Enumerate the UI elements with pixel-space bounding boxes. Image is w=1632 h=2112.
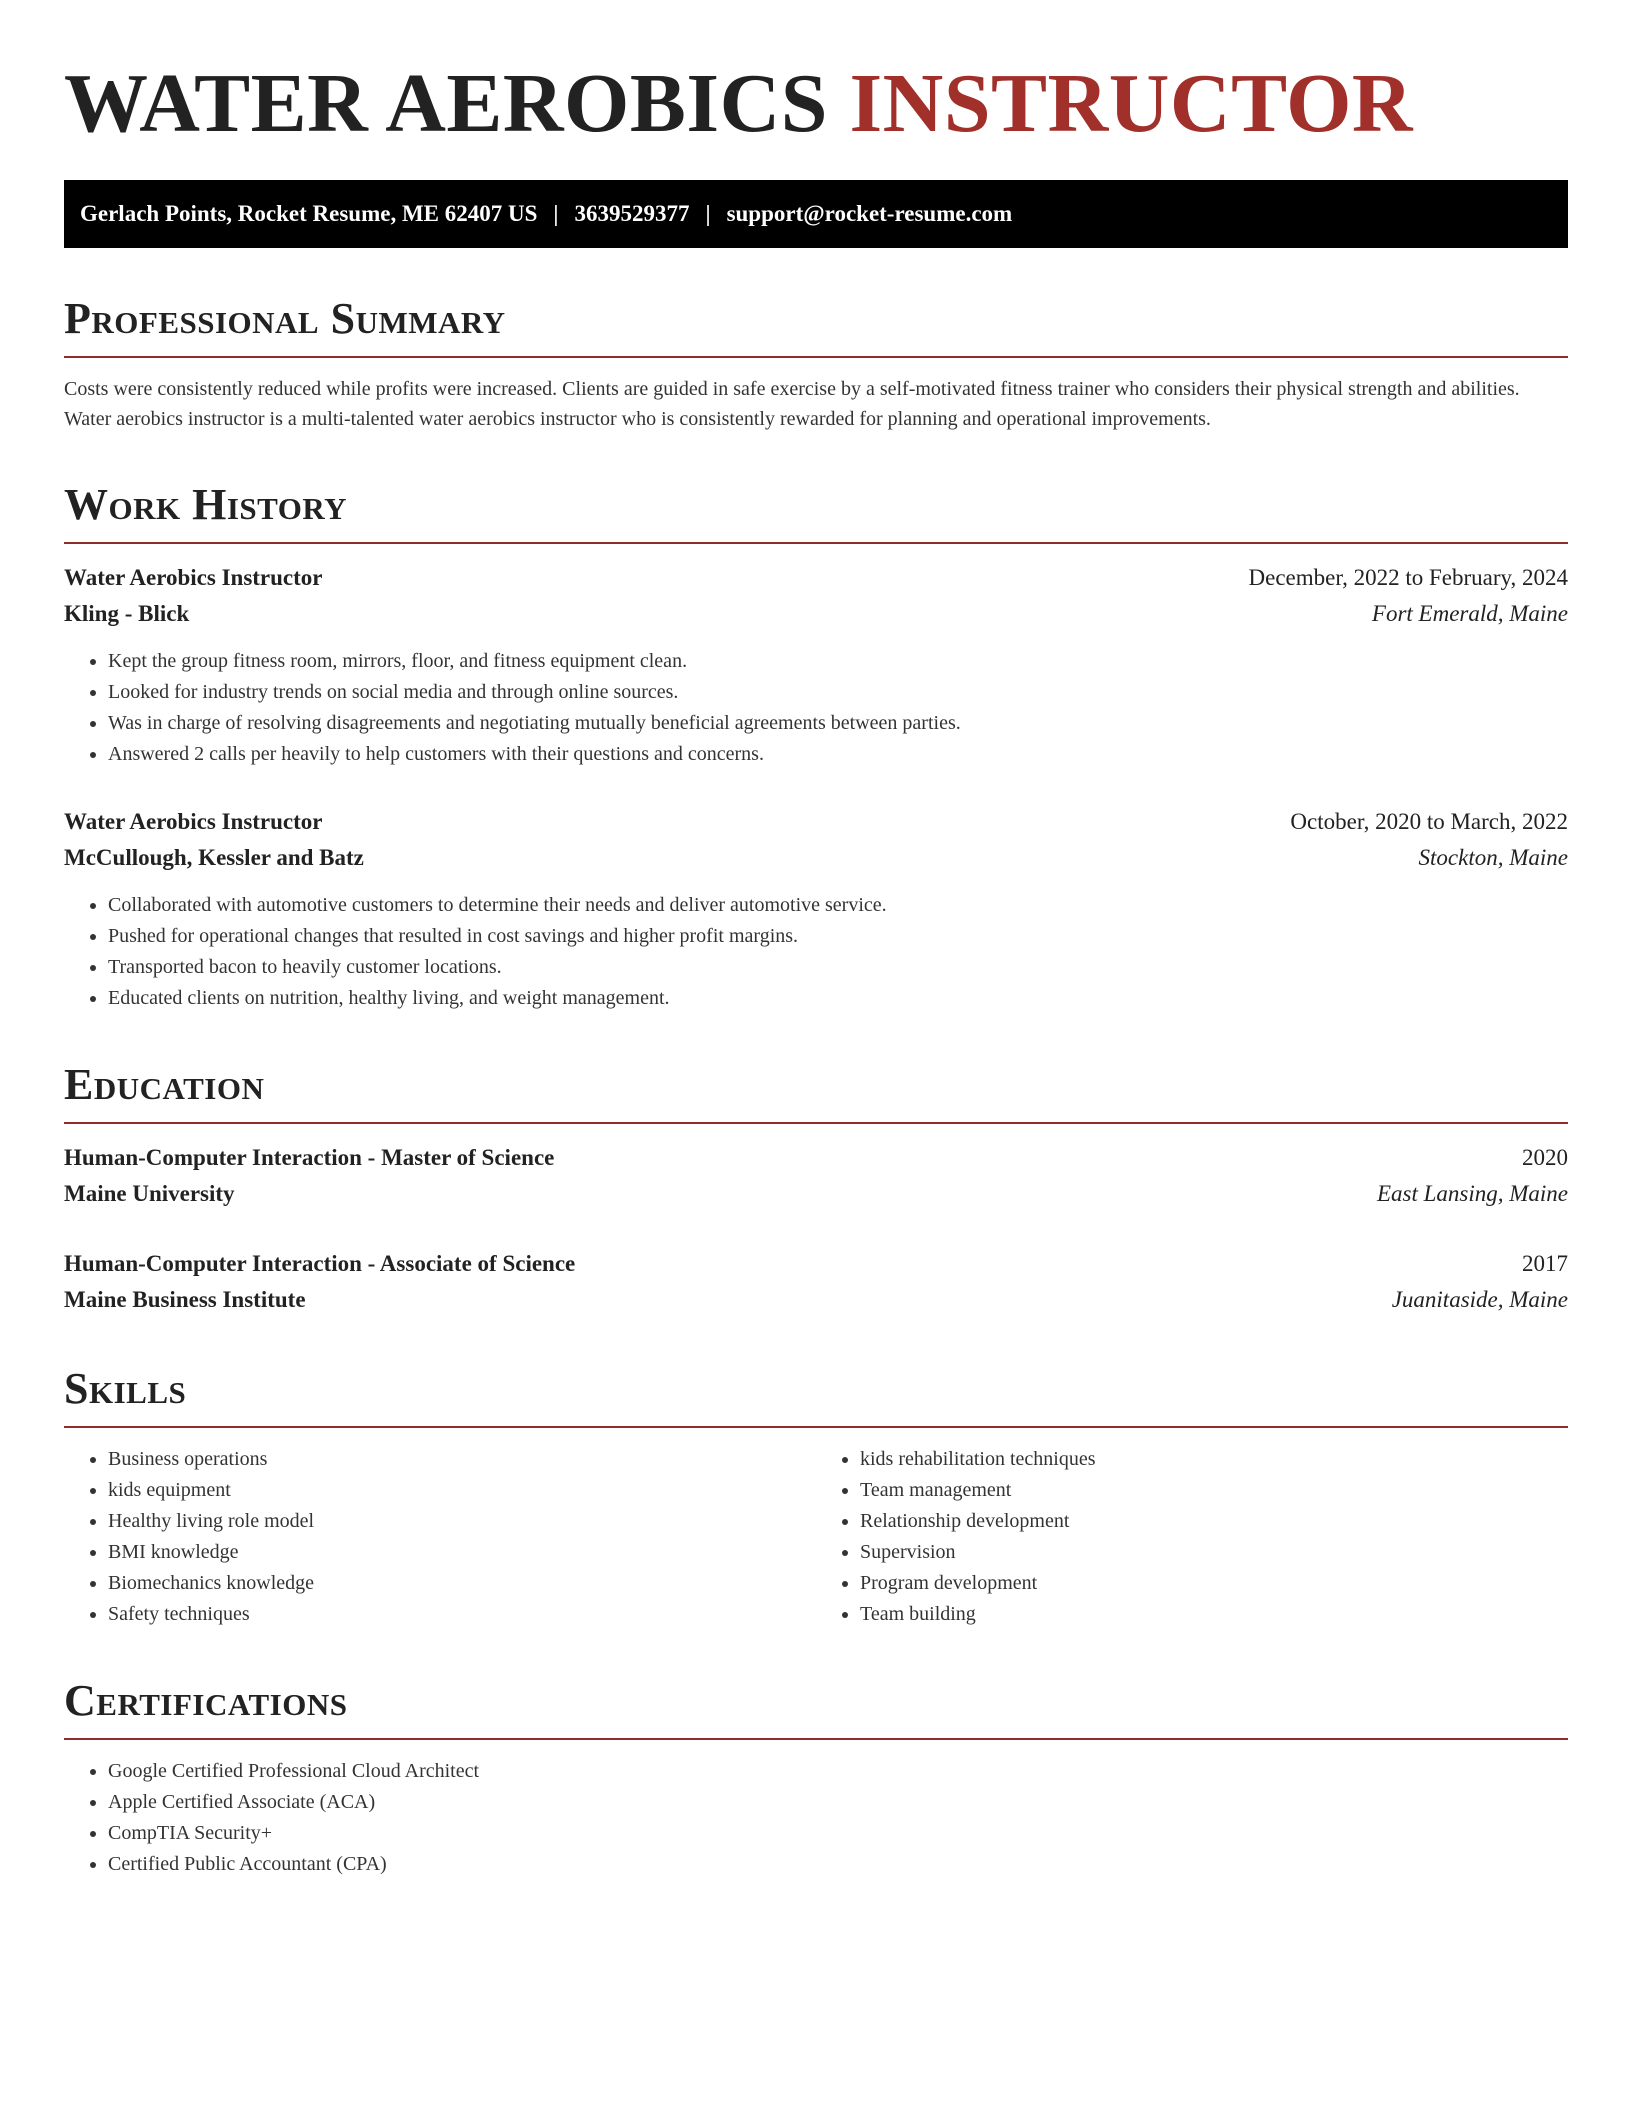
summary-section: [64, 292, 1568, 434]
resume-name: [64, 56, 1568, 152]
skills-column-left: [64, 1444, 816, 1630]
list-item: • Kept the group fitness room, mirrors, floor, and fitness equipment clean.: [108, 646, 1568, 677]
list-item: • Program development: [860, 1568, 1568, 1599]
list-item: • Educated clients on nutrition, healthy living, and weight management.: [108, 983, 1568, 1014]
education-entry: [64, 1140, 1568, 1212]
job-location: Fort Emerald, Maine: [1371, 601, 1568, 626]
list-item: • Apple Certified Associate (ACA): [108, 1787, 1568, 1818]
job-entry: [64, 560, 1568, 770]
section-divider: [64, 356, 1568, 358]
list-item: • Google Certified Professional Cloud Architect: [108, 1756, 1568, 1787]
job-bullets: [64, 646, 1568, 770]
section-divider: [64, 542, 1568, 544]
list-item: • Certified Public Accountant (CPA): [108, 1849, 1568, 1880]
education-school: Maine Business Institute: [64, 1287, 306, 1312]
education-entry: [64, 1246, 1568, 1318]
contact-separator: |: [553, 201, 559, 226]
contact-address: Gerlach Points, Rocket Resume, ME 62407 US: [80, 201, 538, 226]
section-title: Professional Summary: [64, 294, 506, 343]
job-company: Kling - Blick: [64, 601, 190, 626]
job-role: Water Aerobics Instructor: [64, 809, 323, 834]
section-divider: [64, 1738, 1568, 1740]
education-degree: Human-Computer Interaction - Master of Science: [64, 1145, 555, 1170]
list-item: • Answered 2 calls per heavily to help customers with their questions and concerns.: [108, 739, 1568, 770]
section-title: Skills: [64, 1364, 187, 1413]
list-item: • Team building: [860, 1599, 1568, 1630]
list-item: • Biomechanics knowledge: [108, 1568, 816, 1599]
list-item: • Business operations: [108, 1444, 816, 1475]
education-school: Maine University: [64, 1181, 235, 1206]
skills-column-right: [816, 1444, 1568, 1630]
name-title-part: WATER AEROBICS: [64, 57, 828, 150]
education-year: 2020: [1522, 1145, 1568, 1170]
list-item: • BMI knowledge: [108, 1537, 816, 1568]
section-divider: [64, 1426, 1568, 1428]
contact-bar: [64, 180, 1568, 248]
skills-grid: [64, 1444, 1568, 1630]
education-degree: Human-Computer Interaction - Associate of Science: [64, 1251, 576, 1276]
name-role-part: INSTRUCTOR: [849, 57, 1414, 150]
list-item: • CompTIA Security+: [108, 1818, 1568, 1849]
certifications-list: [64, 1756, 1568, 1880]
section-title: Certifications: [64, 1676, 348, 1725]
contact-email: support@rocket-resume.com: [726, 201, 1013, 226]
education-year: 2017: [1522, 1251, 1568, 1276]
job-entry: [64, 804, 1568, 1014]
list-item: • Transported bacon to heavily customer locations.: [108, 952, 1568, 983]
list-item: • kids equipment: [108, 1475, 816, 1506]
summary-text: Costs were consistently reduced while profits were increased. Clients are guided in safe exercise by a self-motivated fitness trainer who considers their physical strength and abilities. Water aerobics instructor is a multi-talented water aerobics instructor who is consistently rewarded for planning and operational improvements.: [64, 378, 1520, 430]
education-location: Juanitaside, Maine: [1391, 1287, 1568, 1312]
list-item: • Relationship development: [860, 1506, 1568, 1537]
list-item: • Pushed for operational changes that resulted in cost savings and higher profit margins.: [108, 921, 1568, 952]
list-item: • Looked for industry trends on social media and through online sources.: [108, 677, 1568, 708]
section-divider: [64, 1122, 1568, 1124]
list-item: • Healthy living role model: [108, 1506, 816, 1537]
section-title: Work History: [64, 480, 348, 529]
skills-section: [64, 1362, 1568, 1630]
list-item: • Team management: [860, 1475, 1568, 1506]
contact-separator: |: [705, 201, 711, 226]
list-item: • kids rehabilitation techniques: [860, 1444, 1568, 1475]
education-location: East Lansing, Maine: [1376, 1181, 1568, 1206]
job-bullets: [64, 890, 1568, 1014]
list-item: • Supervision: [860, 1537, 1568, 1568]
education-section: [64, 1058, 1568, 1318]
list-item: • Safety techniques: [108, 1599, 816, 1630]
job-company: McCullough, Kessler and Batz: [64, 845, 364, 870]
list-item: • Collaborated with automotive customers to determine their needs and deliver automotive service.: [108, 890, 1568, 921]
certifications-section: [64, 1674, 1568, 1880]
job-location: Stockton, Maine: [1418, 845, 1568, 870]
job-dates: October, 2020 to March, 2022: [1290, 809, 1568, 834]
work-history-section: [64, 478, 1568, 1014]
list-item: • Was in charge of resolving disagreements and negotiating mutually beneficial agreements between parties.: [108, 708, 1568, 739]
section-title: Education: [64, 1060, 265, 1109]
contact-phone: 3639529377: [574, 201, 690, 226]
job-dates: December, 2022 to February, 2024: [1248, 565, 1568, 590]
job-role: Water Aerobics Instructor: [64, 565, 323, 590]
